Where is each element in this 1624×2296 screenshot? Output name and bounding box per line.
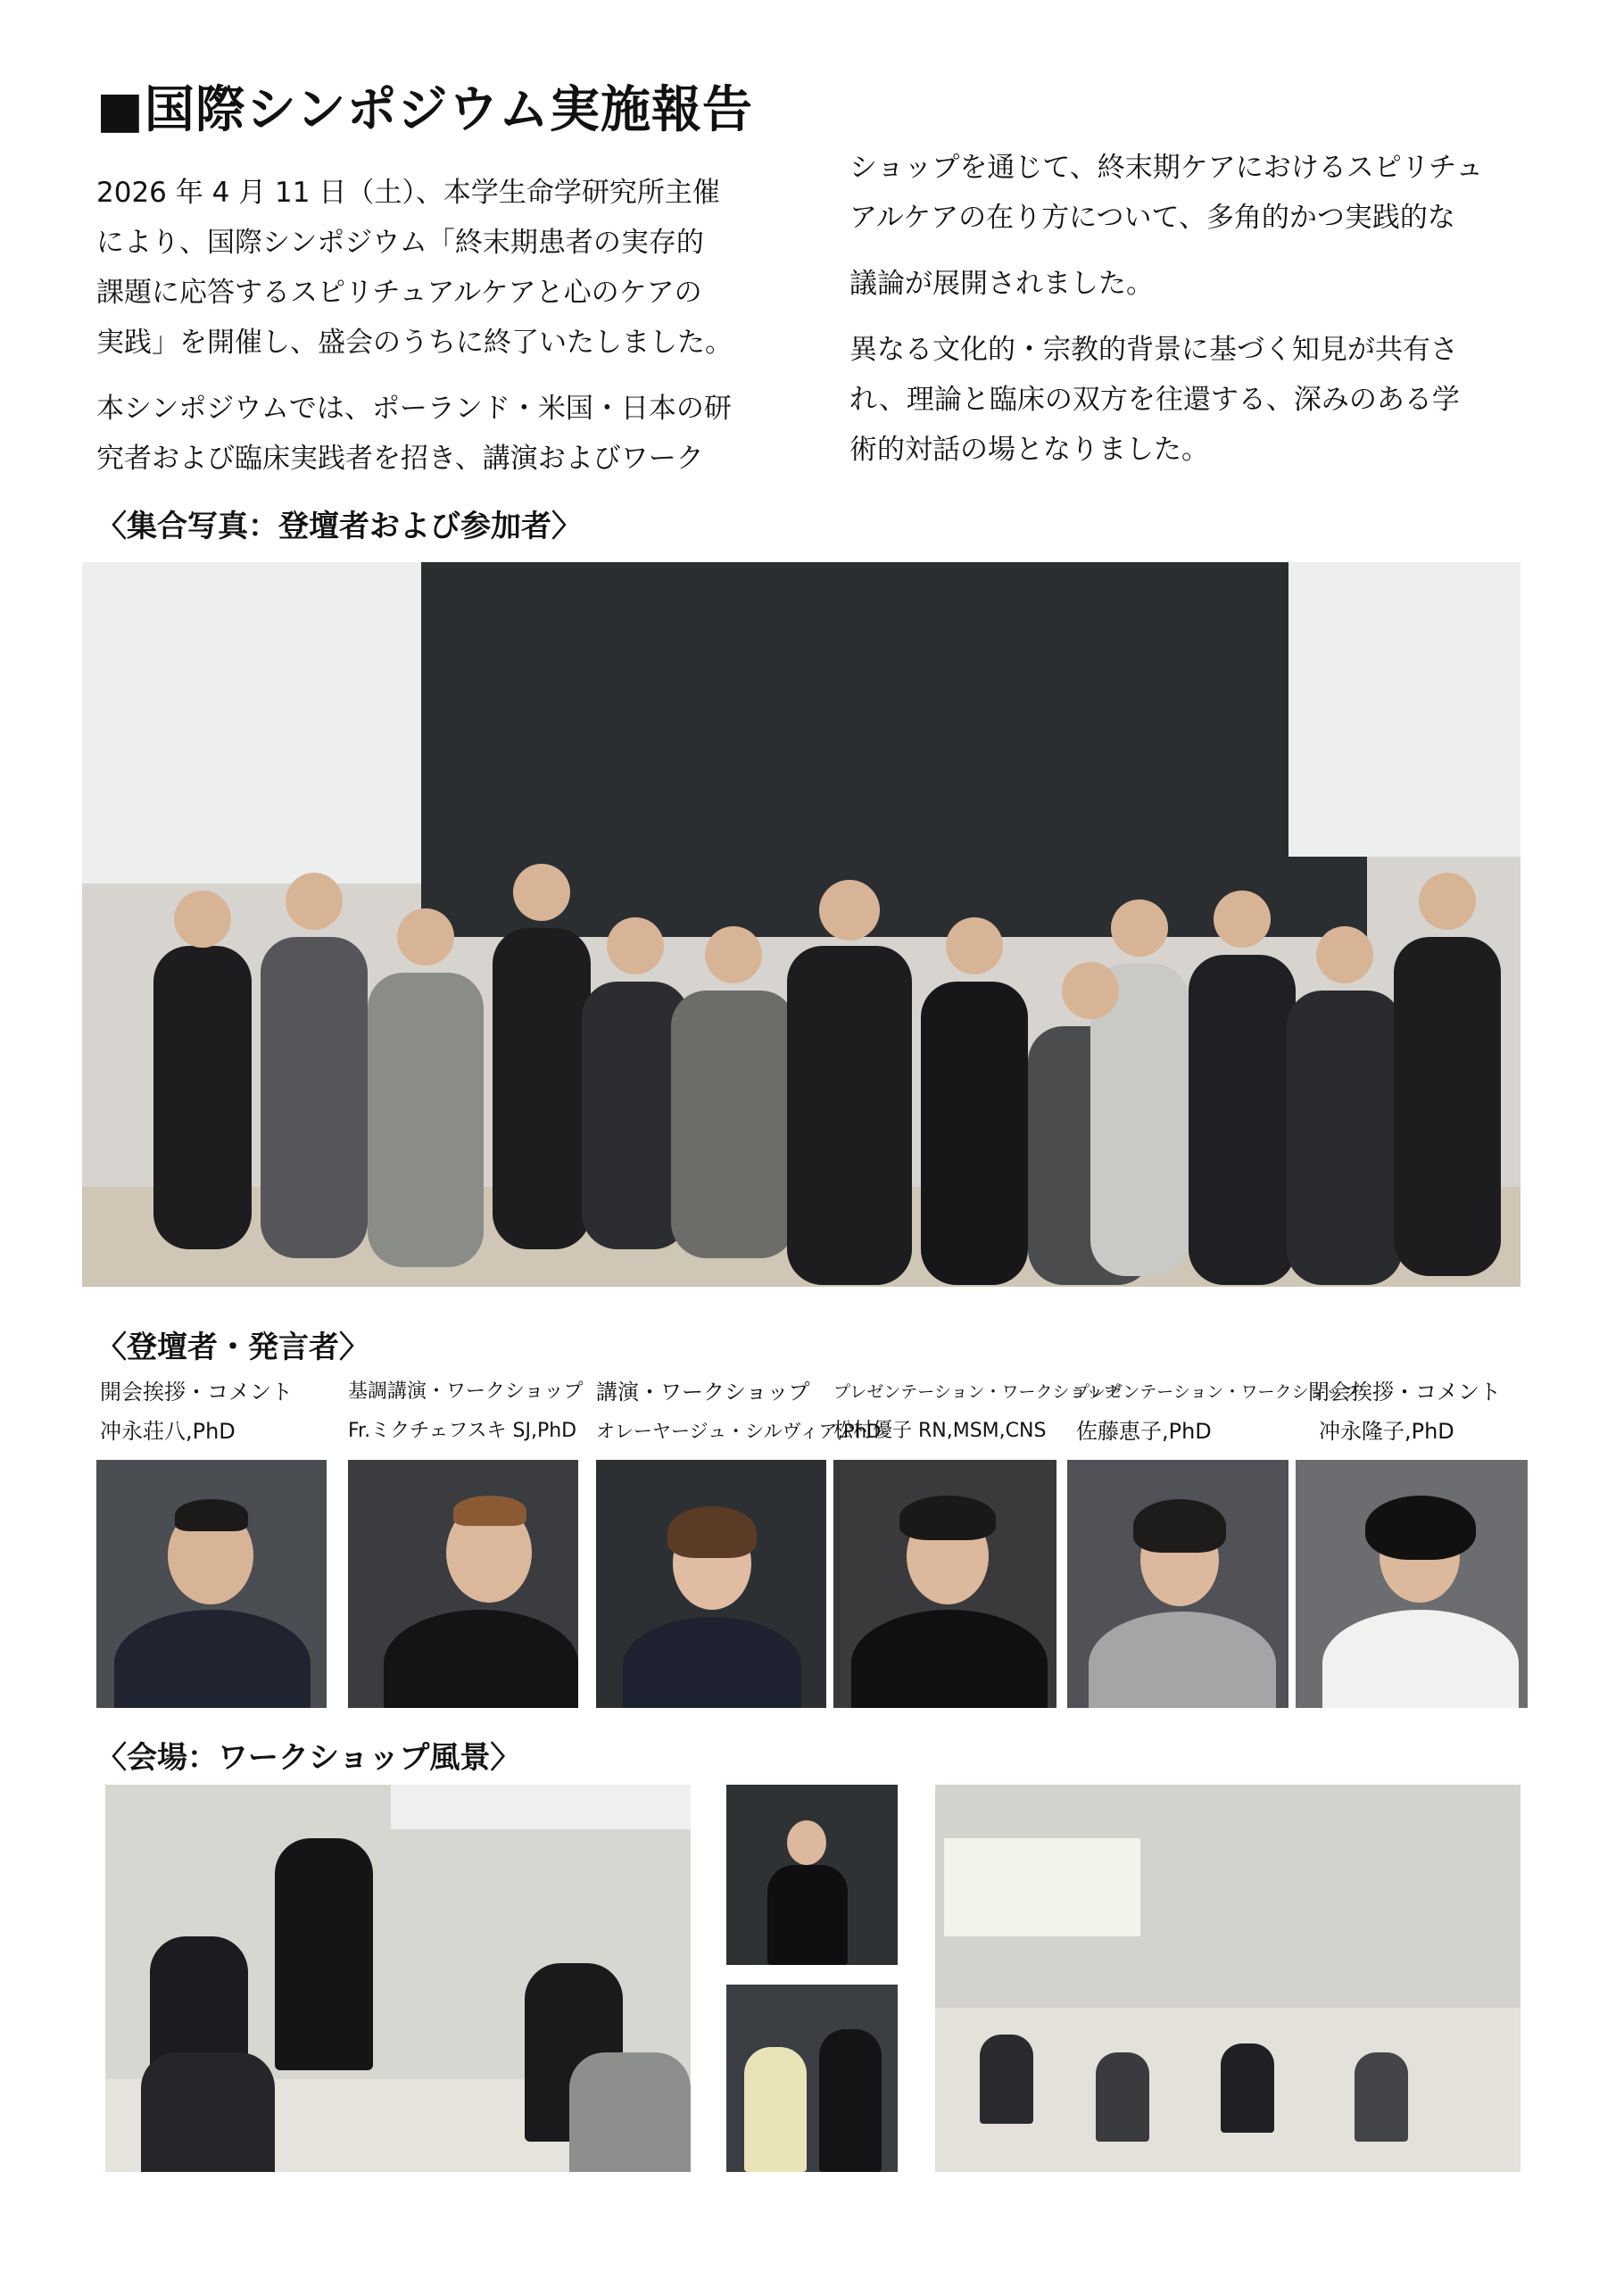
body-paragraph: 異なる文化的・宗教的背景に基づく知見が共有さ れ、理論と臨床の双方を往還する、深みのある学 術的対話の場となりました。 — [849, 334, 1460, 466]
speaker-role: 閉会挨拶・コメント — [1308, 1380, 1501, 1405]
speaker-role: 基調講演・ワークショップ — [348, 1380, 584, 1403]
speaker-photo — [833, 1460, 1056, 1708]
section-heading-venue: 〈会場：ワークショップ風景〉 — [96, 1740, 521, 1776]
speaker-name: オレーヤージュ・シルヴィア,PhD — [596, 1421, 882, 1442]
speaker-name: 冲永隆子,PhD — [1319, 1419, 1454, 1444]
speaker-name: 松村優子 RN,MSM,CNS — [833, 1420, 1047, 1442]
section-heading-speakers: 〈登壇者・発言者〉 — [96, 1330, 369, 1365]
speaker-role: 講演・ワークショップ — [596, 1380, 810, 1405]
workshop-photo — [726, 1985, 898, 2172]
group-photo — [82, 562, 1520, 1287]
speaker-role: プレゼンテーション・ワークショップ — [1073, 1382, 1360, 1402]
speaker-photo — [596, 1460, 826, 1708]
speaker-photo — [1067, 1460, 1288, 1708]
section-heading-group-photo: 〈集合写真：登壇者および参加者〉 — [96, 509, 582, 544]
speaker-name: 冲永荘八,PhD — [100, 1419, 236, 1444]
body-paragraph: ショップを通じて、終末期ケアにおけるスピリチュ アルケアの在り方について、多角的かつ実践的な — [849, 152, 1484, 234]
workshop-photo — [726, 1785, 898, 1965]
workshop-photo — [105, 1785, 691, 2172]
speaker-role: プレゼンテーション・ワークショップ — [833, 1382, 1121, 1402]
speaker-name: Fr.ミクチェフスキ SJ,PhD — [348, 1420, 577, 1442]
body-column-right — [849, 143, 1554, 491]
speaker-photo — [1296, 1460, 1528, 1708]
speaker-photo — [96, 1460, 327, 1708]
speaker-photo — [348, 1460, 578, 1708]
body-paragraph: 2026 年 4 月 11 日（土）、本学生命学研究所主催 により、国際シンポジウム「終末期患者の実存的 課題に応答するスピリチュアルケアと心のケアの 実践」を開催し、盛会のうちに終了いたしました。 — [96, 177, 733, 359]
speaker-role: 開会挨拶・コメント — [100, 1380, 293, 1405]
workshop-photo — [935, 1785, 1520, 2172]
page-title: ■国際シンポジウム実施報告 — [96, 81, 753, 139]
body-column-left — [96, 168, 801, 500]
body-paragraph: 議論が展開されました。 — [849, 268, 1154, 300]
speaker-name: 佐藤恵子,PhD — [1076, 1419, 1212, 1444]
body-paragraph: 本シンポジウムでは、ポーランド・米国・日本の研 究者および臨床実践者を招き、講演およびワーク — [96, 393, 732, 475]
group-figures — [82, 562, 1520, 1287]
